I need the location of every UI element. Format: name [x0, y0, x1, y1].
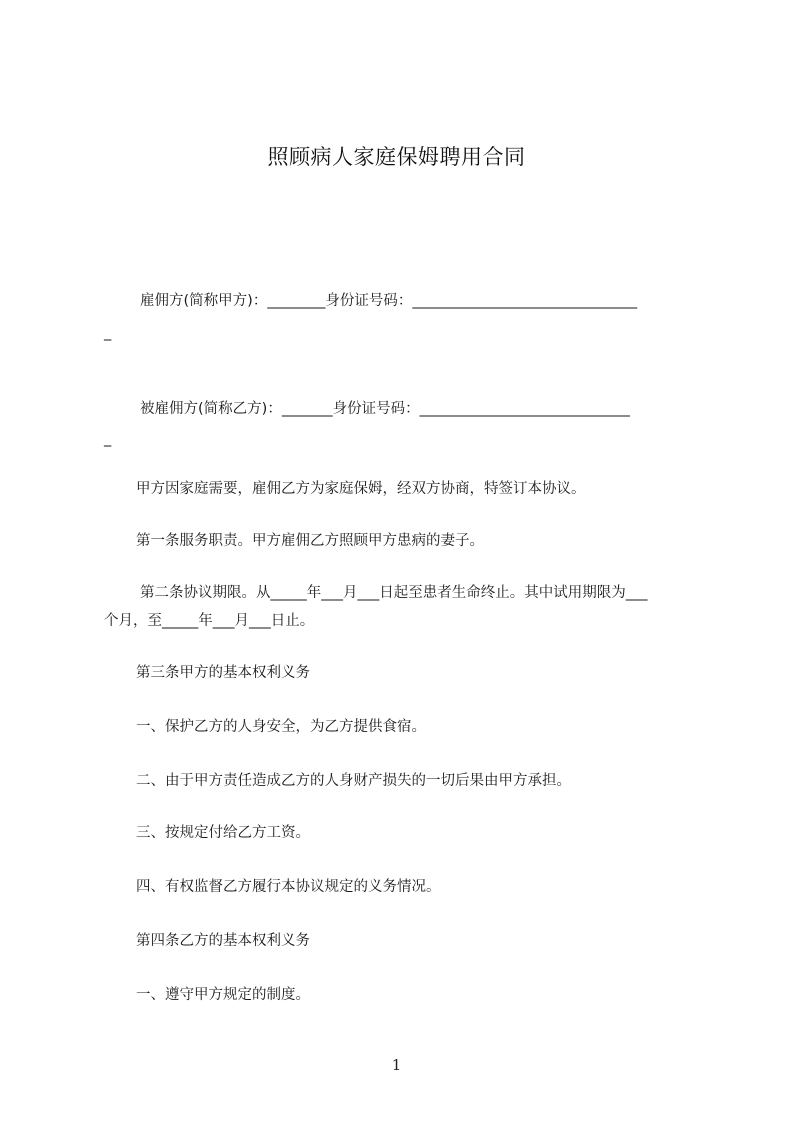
employer-line-continuation: _ [104, 325, 112, 341]
article-3-item-2: 二、由于甲方责任造成乙方的人身财产损失的一切后果由甲方承担。 [136, 773, 571, 789]
article-3-item-3: 三、按规定付给乙方工资。 [136, 825, 310, 841]
document-title: 照顾病人家庭保姆聘用合同 [267, 145, 526, 169]
article-4-heading: 第四条乙方的基本权利义务 [136, 933, 310, 949]
article-3-item-1: 一、保护乙方的人身安全，为乙方提供食宿。 [136, 719, 426, 735]
article-4-item-1: 一、遵守甲方规定的制度。 [136, 987, 310, 1003]
employee-line-continuation: _ [104, 431, 112, 447]
intro-paragraph: 甲方因家庭需要，雇佣乙方为家庭保姆，经双方协商，特签订本协议。 [136, 481, 586, 497]
employee-line: 被雇佣方(简称乙方)：_______身份证号码：_____________________________ [140, 401, 630, 417]
employer-line: 雇佣方(简称甲方)：________身份证号码：_______________________________ [140, 293, 638, 309]
article-1: 第一条服务职责。甲方雇佣乙方照顾甲方患病的妻子。 [136, 533, 484, 549]
article-3-item-4: 四、有权监督乙方履行本协议规定的义务情况。 [136, 879, 441, 895]
page-number: 1 [391, 1056, 402, 1074]
article-2-line-2: 个月，至_____年___月___日止。 [104, 613, 315, 629]
article-3-heading: 第三条甲方的基本权利义务 [136, 665, 310, 681]
article-2-line-1: 第二条协议期限。从_____年___月___日起至患者生命终止。其中试用期限为___ [140, 585, 648, 601]
